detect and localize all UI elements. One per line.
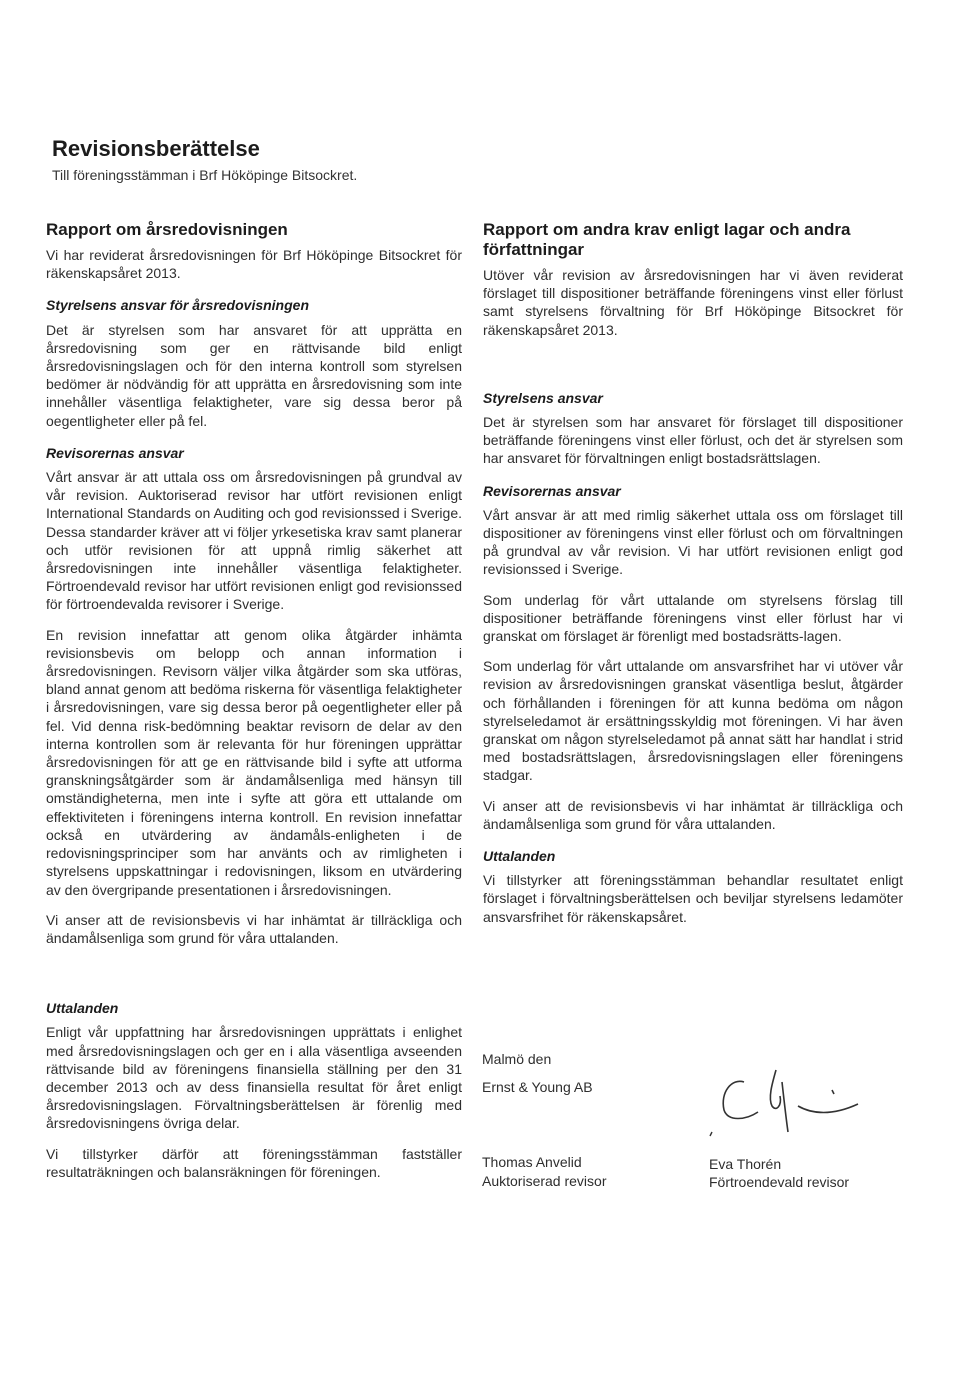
signer2-title: Förtroendevald revisor: [709, 1174, 850, 1190]
right-auditor-heading: Revisorernas ansvar: [483, 482, 621, 499]
right-auditor-p3: Som underlag för vårt uttalande om ansvarsfrihet har vi utöver vår revision av årsredovisningen granskat väsentliga beslut, åtgärder och förhållanden i föreningen för att kunna bedöma om någon styrelseledamot är ersättningsskyldig mot föreningen. Vi har även granskat om någon styrelseledamot på annat sätt har handlat i strid med bostadsrättslagen, årsredovisningslagen eller föreningens stadgar.: [483, 658, 903, 784]
document-title: Revisionsberättelse: [52, 136, 260, 161]
handwritten-signature: [702, 1062, 872, 1142]
signer1-name: Thomas Anvelid: [482, 1154, 582, 1170]
right-column: [483, 220, 903, 938]
left-board-heading: Styrelsens ansvar för årsredovisningen: [46, 297, 309, 314]
right-heading: Rapport om andra krav enligt lagar och andra författningar: [483, 220, 851, 259]
signature-firm: Ernst & Young AB: [482, 1079, 593, 1095]
left-opinion-heading: Uttalanden: [46, 1000, 119, 1017]
left-intro: Vi har reviderat årsredovisningen för Brf Hököpinge Bitsockret för räkenskapsåret 2013.: [46, 247, 462, 282]
left-opinion-p2: Vi tillstyrker därför att föreningsstämman fastställer resultaträkningen och balansräkningen för föreningen.: [46, 1145, 462, 1180]
right-opinion-heading: Uttalanden: [483, 848, 556, 865]
right-board-heading: Styrelsens ansvar: [483, 389, 603, 406]
right-board-text: Det är styrelsen som har ansvaret för förslaget till dispositioner beträffande föreningens vinst eller förlust, och det är styrelsen som har ansvaret för förvaltningen enligt bostadsrättslagen.: [483, 414, 903, 467]
left-board-text: Det är styrelsen som har ansvaret för att upprätta en årsredovisning som ger en rättvisande bild enligt årsredovisningslagen och för den interna kontroll som styrelsen bedömer är nödvändig för att upprätta en årsredovisning som inte innehåller väsentliga felaktigheter, vare sig dessa beror på oegentligheter eller på fel.: [46, 321, 462, 429]
signer2-name: Eva Thorén: [709, 1156, 782, 1172]
left-auditor-p3: Vi anser att de revisionsbevis vi har inhämtat är tillräckliga och ändamålsenliga som grund för våra uttalanden.: [46, 911, 462, 946]
left-heading: Rapport om årsredovisningen: [46, 220, 288, 239]
left-opinion-p1: Enligt vår uppfattning har årsredovisningen upprättats i enlighet med årsredovisningslagen och ger en i alla väsentliga avseenden rättvisande bild av föreningens finansiella ställning per den 31 december 2013 och av dess finansiella resultat för året enligt årsredovisningslagen. Förvaltningsberättelsen är förenlig med årsredovisningens övriga delar.: [46, 1024, 462, 1132]
right-auditor-p1: Vårt ansvar är att med rimlig säkerhet uttala oss om förslaget till dispositioner av föreningens vinst eller förlust och om förvaltningen på grundval av vår revision. Vi har utfört revisionen enligt god revisionssed i Sverige.: [483, 506, 903, 578]
right-opinion-p1: Vi tillstyrker att föreningsstämman behandlar resultatet enligt förslaget i förvaltningsberättelsen och beviljar styrelsens ledamöter ansvarsfrihet för räkenskapsåret.: [483, 872, 903, 925]
signer1-title: Auktoriserad revisor: [482, 1173, 607, 1189]
signature-place: Malmö den: [482, 1051, 552, 1067]
document-subtitle: Till föreningsstämman i Brf Hököpinge Bitsockret.: [52, 167, 358, 183]
left-auditor-p1: Vårt ansvar är att uttala oss om årsredovisningen på grundval av vår revision. Auktoriserad revisor har utfört revisionen enligt International Standards on Auditing och god revisionssed i Sverige. Dessa standarder kräver att vi följer yrkesetiska krav samt planerar och utför revisionen för att uppnå rimlig säkerhet att årsredovisningen inte innehåller väsentliga felaktigheter. Förtroendevald revisor har utfört revisionen enligt god revisionssed för förtroendevalda revisorer i Sverige.: [46, 469, 462, 613]
left-auditor-heading: Revisorernas ansvar: [46, 444, 184, 461]
right-auditor-p4: Vi anser att de revisionsbevis vi har inhämtat är tillräckliga och ändamålsenliga som grund för våra uttalanden.: [483, 797, 903, 832]
left-column: [46, 220, 462, 1193]
right-intro: Utöver vår revision av årsredovisningen har vi även reviderat förslaget till dispositioner beträffande föreningens vinst eller förlust samt styrelsens förvaltning för Brf Hököpinge Bitsockret för räkenskapsåret 2013.: [483, 267, 903, 338]
left-auditor-p2: En revision innefattar att genom olika åtgärder inhämta revisionsbevis om belopp och annan information i årsredovisningen. Revisorn väljer vilka åtgärder som ska utföras, bland annat genom att bedöma riskerna för väsentliga felaktigheter i årsredovisningen, vare sig dessa beror på oegentligheter eller på fel. Vid denna risk-bedömning beaktar revisorn de delar av den interna kontrollen som är relevanta för hur föreningen upprättar årsredovisningen för att ge en rättvisande bild i syfte att utforma granskningsåtgärder som är ändamålsenliga med hänsyn till omständigheterna, men inte i syfte att göra ett uttalande om effektiviteten i föreningens interna kontroll. En revision innefattar också en utvärdering av ändamåls-enligheten i de redovisningsprinciper som har använts och av rimligheten i styrelsens uppskattningar i redovisningen, liksom en utvärdering av den övergripande presentationen i årsredovisningen.: [46, 626, 462, 898]
right-auditor-p2: Som underlag för vårt uttalande om styrelsens förslag till dispositioner beträffande föreningens vinst eller förlust har vi granskat om förslaget är förenligt med bostadsrätts-lagen.: [483, 591, 903, 645]
